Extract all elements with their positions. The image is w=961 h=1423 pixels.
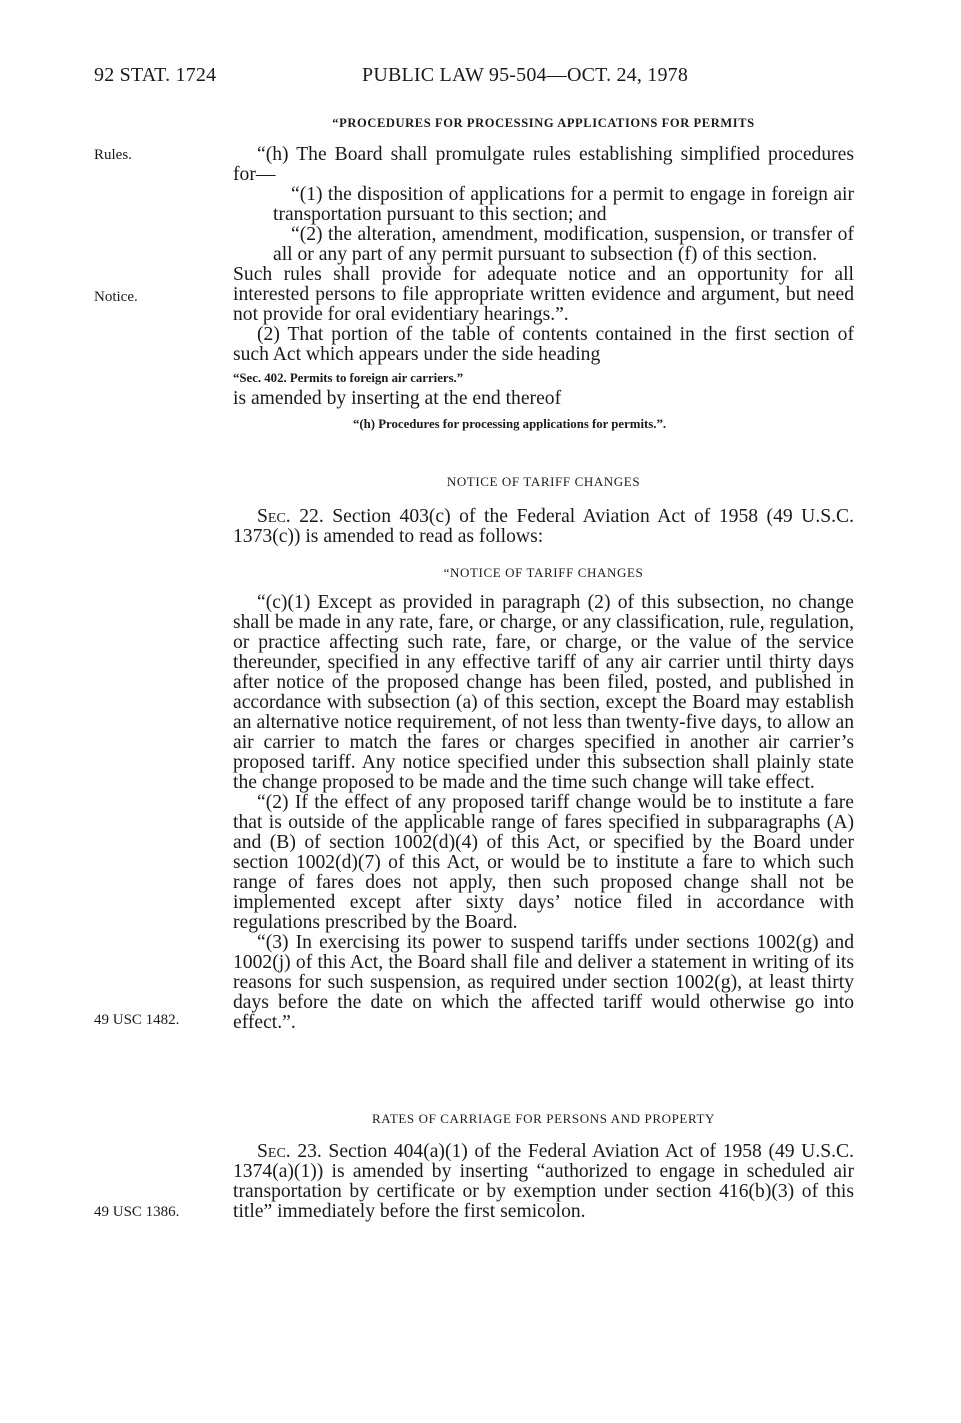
quoted-tariff-heading: “NOTICE OF TARIFF CHANGES bbox=[443, 565, 644, 580]
rates-of-carriage-heading: RATES OF CARRIAGE FOR PERSONS AND PROPERTY bbox=[372, 1111, 715, 1126]
margin-note-notice: Notice. bbox=[94, 289, 138, 305]
subsection-h-text: “(h) The Board shall promulgate rules establishing simplified procedures for— bbox=[233, 144, 854, 185]
amended-text: is amended by inserting at the end thereof bbox=[233, 388, 562, 409]
section-23-text: 23. Section 404(a)(1) of the Federal Aviation Act of 1958 (49 U.S.C. 1374(a)(1)) is amended by inserting “authorized to engage in scheduled air transportation by certificate or by exemption under section 416(b)(3) of this title” immediately before the first semicolon. bbox=[233, 1141, 854, 1222]
item-2-text: “(2) the alteration, amendment, modification, suspension, or transfer of all or any part of any permit pursuant to subsection (f) of this section. bbox=[273, 224, 854, 265]
notice-text: Such rules shall provide for adequate notice and an opportunity for all interested persons to file appropriate written evidence and argument, but need not provide for oral evidentiary hearings.”. bbox=[233, 264, 854, 325]
margin-note-49-usc-1482: 49 USC 1482. bbox=[94, 1012, 180, 1028]
procedures-heading: “PROCEDURES FOR PROCESSING APPLICATIONS FOR PERMITS bbox=[332, 116, 755, 130]
section-22-intro bbox=[233, 507, 854, 547]
page-title: PUBLIC LAW 95-504—OCT. 24, 1978 bbox=[362, 64, 689, 86]
section-23-body bbox=[233, 1142, 854, 1222]
procedures-block bbox=[233, 145, 854, 433]
paragraph-2-text: (2) That portion of the table of contents contained in the first section of such Act which appears under the side heading bbox=[233, 324, 854, 365]
margin-note-49-usc-1386: 49 USC 1386. bbox=[94, 1204, 180, 1220]
section-label: Sec. bbox=[257, 1141, 291, 1162]
section-22-text: 22. Section 403(c) of the Federal Aviation Act of 1958 (49 U.S.C. 1373(c)) is amended to read as follows: bbox=[233, 506, 854, 547]
toc-quote-line: “Sec. 402. Permits to foreign air carriers.” bbox=[233, 371, 464, 385]
subsection-c3-text: “(3) In exercising its power to suspend tariffs under sections 1002(g) and 1002(j) of this Act, the Board shall file and deliver a statement in writing of its reasons for such suspension, as required under section 1002(g), at least thirty days before the date on which the affected tariff would otherwise go into effect.”. bbox=[233, 932, 854, 1033]
subsection-c2-text: “(2) If the effect of any proposed tariff change would be to institute a fare that is outside of the applicable range of fares specified in subparagraphs (A) and (B) of section 1002(d)(4) of this Act, or specified by the Board under section 1002(d)(7) of this Act, or would be to institute a fare to which such range of fares does not apply, then such proposed change shall not be implemented except after sixty days’ notice filed in accordance with regulations prescribed by the Board. bbox=[233, 792, 854, 933]
section-label: Sec. bbox=[257, 506, 291, 527]
subsection-c1-text: “(c)(1) Except as provided in paragraph (2) of this subsection, no change shall be made in any rate, fare, or charge, or any classification, rule, regulation, or practice affecting such rate, fare, or charge, or the value of the service thereunder, specified in any effective tariff of any air carrier until thirty days after notice of the proposed change has been filed, posted, and published in accordance with subsection (a) of this section, except the Board may establish an alternative notice requirement, of not less than twenty-five days, to allow an air carrier to match the fares or charges specified in another air carrier’s proposed tariff. Any notice specified under this subsection shall plainly state the change proposed to be made and the time such change will take effect. bbox=[233, 592, 854, 793]
section-22-body bbox=[233, 593, 854, 1033]
notice-of-tariff-changes-heading: NOTICE OF TARIFF CHANGES bbox=[446, 474, 641, 489]
margin-note-rules: Rules. bbox=[94, 147, 132, 163]
stat-reference: 92 STAT. 1724 bbox=[94, 64, 217, 86]
item-1-text: “(1) the disposition of applications for a permit to engage in foreign air transportation pursuant to this section; and bbox=[273, 184, 854, 225]
inserted-toc-line: “(h) Procedures for processing applications for permits.”. bbox=[353, 417, 667, 431]
